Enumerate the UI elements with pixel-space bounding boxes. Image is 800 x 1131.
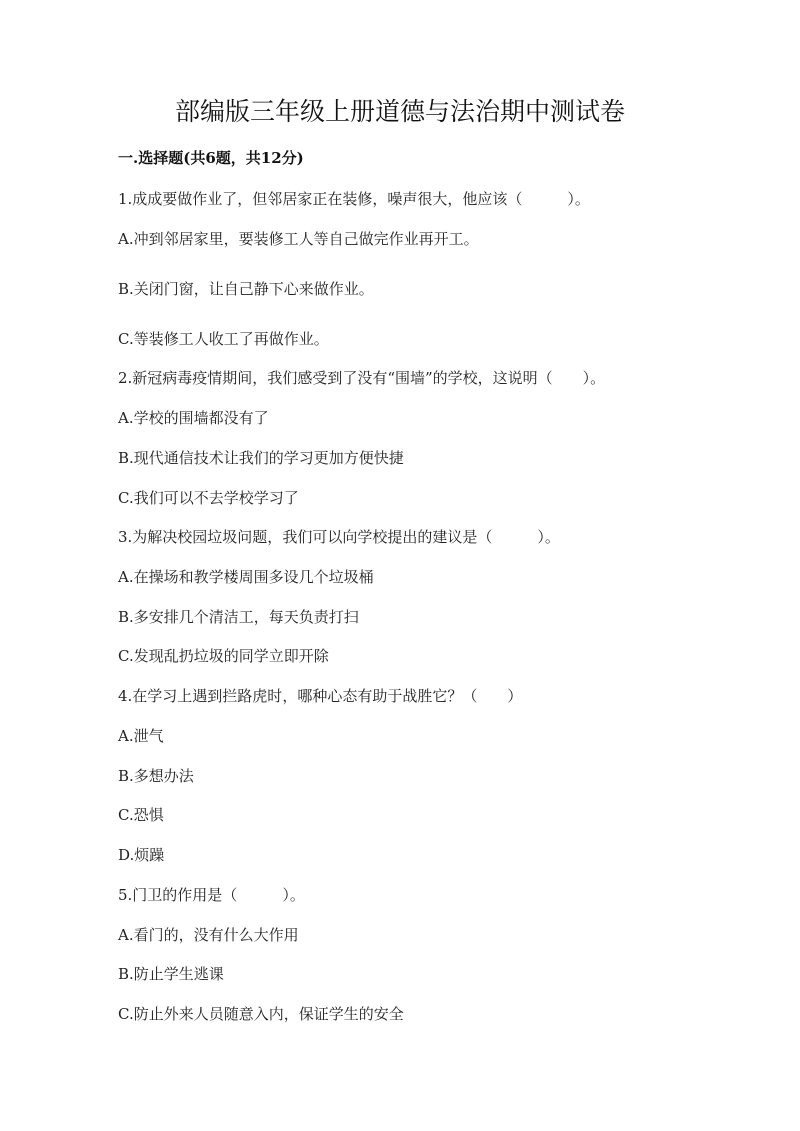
question-1-option-a: A.冲到邻居家里，要装修工人等自己做完作业再开工。 (118, 230, 479, 248)
question-3-option-a: A.在操场和教学楼周围多设几个垃圾桶 (118, 568, 374, 586)
exam-title: 部编版三年级上册道德与法治期中测试卷 (174, 97, 625, 126)
question-3-stem: 3.为解决校园垃圾问题，我们可以向学校提出的建议是（ ）。 (118, 528, 560, 546)
question-1-option-c: C.等装修工人收工了再做作业。 (118, 330, 329, 348)
section-heading: 一.选择题(共6题，共12分) (118, 149, 304, 167)
question-4-option-b: B.多想办法 (118, 767, 194, 785)
question-4-stem: 4.在学习上遇到拦路虎时，哪种心态有助于战胜它？（ ） (118, 687, 523, 705)
question-3-option-c: C.发现乱扔垃圾的同学立即开除 (118, 647, 329, 665)
question-1-option-b: B.关闭门窗，让自己静下心来做作业。 (118, 280, 374, 298)
question-5-option-a: A.看门的，没有什么大作用 (118, 926, 299, 944)
question-2-option-b: B.现代通信技术让我们的学习更加方便快捷 (118, 449, 404, 467)
question-5-stem: 5.门卫的作用是（ ）。 (118, 886, 305, 904)
question-2-stem: 2.新冠病毒疫情期间，我们感受到了没有“围墙”的学校，这说明（ ）。 (118, 369, 606, 387)
question-2-option-a: A.学校的围墙都没有了 (118, 409, 269, 427)
question-2-option-c: C.我们可以不去学校学习了 (118, 489, 299, 507)
question-4-option-d: D.烦躁 (118, 846, 165, 864)
question-1-stem: 1.成成要做作业了，但邻居家正在装修，噪声很大，他应该（ ）。 (118, 190, 590, 208)
question-3-option-b: B.多安排几个清洁工，每天负责打扫 (118, 608, 359, 626)
question-4-option-c: C.恐惧 (118, 806, 164, 824)
question-4-option-a: A.泄气 (118, 727, 164, 745)
question-5-option-c: C.防止外来人员随意入内，保证学生的安全 (118, 1005, 404, 1023)
question-5-option-b: B.防止学生逃课 (118, 965, 224, 983)
